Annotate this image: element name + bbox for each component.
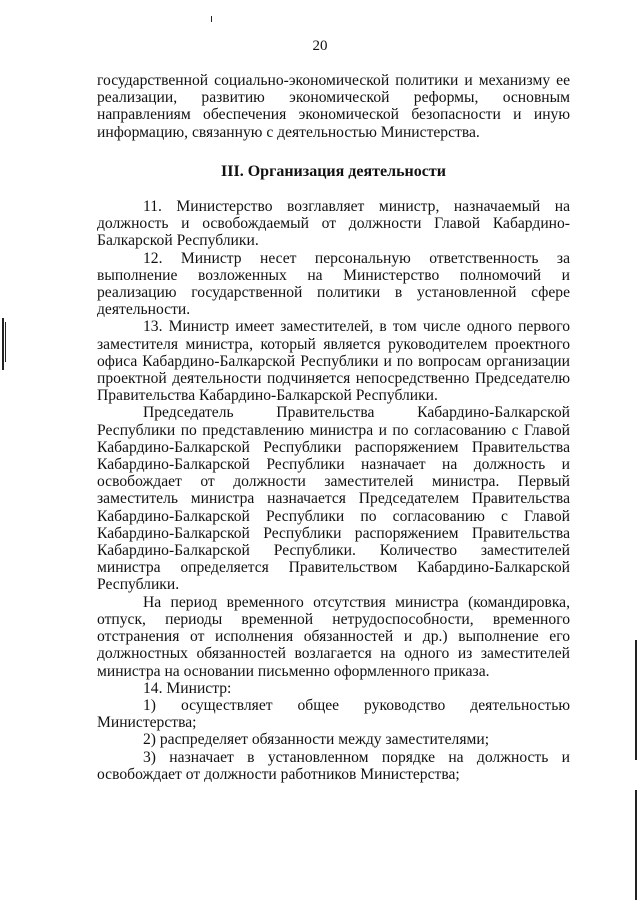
list-item-3: 3) назначает в установленном порядке на должность и освобождает от должности работников Министерства;: [97, 748, 570, 783]
paragraph-12: 12. Министр несет персональную ответственность за выполнение возложенных на Министерство полномочий и реализацию государственной политики в установленной сфере деятельности.: [97, 249, 570, 319]
scan-artifact: [2, 318, 4, 370]
scan-artifact: [5, 322, 6, 362]
intro-paragraph: государственной социально-экономической политики и механизму ее реализации, развитию экономической реформы, основным направлениям обеспечения экономической безопасности и иную информацию, связанную с деятельностью Министерства.: [97, 72, 570, 141]
paragraph-11: 11. Министерство возглавляет министр, назначаемый на должность и освобождаемый от должности Главой Кабардино-Балкарской Республики.: [97, 198, 570, 250]
document-body: [97, 72, 570, 783]
paragraph-deputies-appointment: Председатель Правительства Кабардино-Балкарской Республики по представлению министра и по согласованию с Главой Кабардино-Балкарской Республики распоряжением Правительства Кабардино-Балкарской Республики назначает на должность и освобождает от должности заместителей министра. Первый заместитель министра назначается Председателем Правительства Кабардино-Балкарской Республики по согласованию с Главой Кабардино-Балкарской Республики распоряжением Правительства Кабардино-Балкарской Республики. Количество заместителей министра определяется Правительством Кабардино-Балкарской Республики.: [97, 404, 570, 594]
paragraph-temporary-absence: На период временного отсутствия министра (командировка, отпуск, периоды временной нетрудоспособности, временного отстранения от исполнения обязанностей и др.) выполнение его должностных обязанностей возлагается на одного из заместителей министра на основании письменно оформленного приказа.: [97, 593, 570, 680]
scan-artifact: [635, 790, 637, 900]
scan-artifact: [211, 16, 212, 22]
paragraph-14-heading: 14. Министр:: [143, 679, 232, 697]
page-number: 20: [312, 38, 328, 54]
section-heading: III. Организация деятельности: [221, 162, 446, 180]
list-item-1: 1) осуществляет общее руководство деятельностью Министерства;: [97, 696, 570, 732]
scan-artifact: [635, 640, 637, 760]
list-item-2: 2) распределяет обязанности между заместителями;: [143, 731, 490, 749]
paragraph-13: 13. Министр имеет заместителей, в том числе одного первого заместителя министра, который является руководителем проектного офиса Кабардино-Балкарской Республики и по вопросам организации проектной деятельности подчиняется непосредственно Председателю Правительства Кабардино-Балкарской Республики.: [97, 318, 570, 405]
